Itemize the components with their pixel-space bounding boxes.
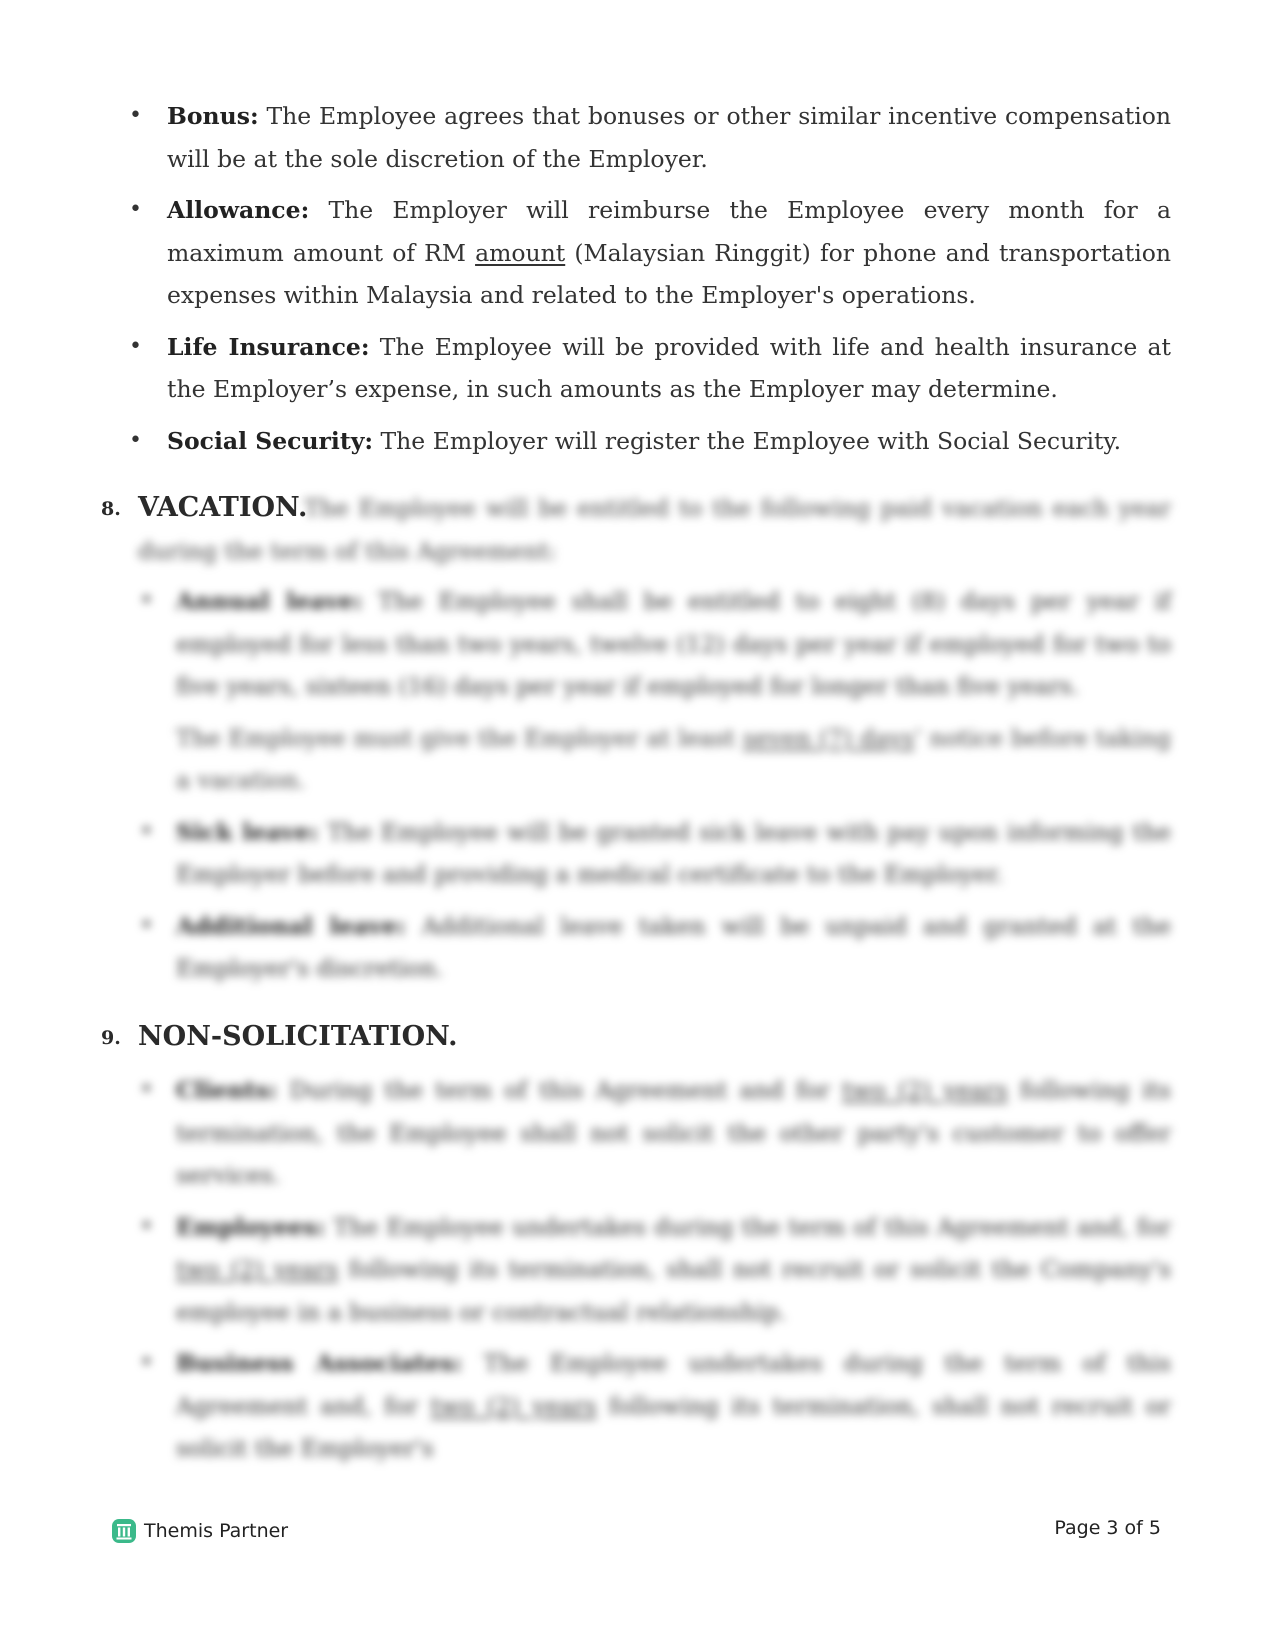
vacation-items-blurred <box>140 580 1171 999</box>
blank-field-amount: amount <box>475 238 566 267</box>
bullet-icon: • <box>129 427 142 453</box>
benefit-text: The Employer will reimburse the Employee every month for a maximum amount of RM <box>167 196 1171 267</box>
item-text: The Employee undertakes during the term of this Agreement and, for <box>176 1349 1171 1420</box>
section-title: VACATION. <box>138 492 308 523</box>
bullet-icon: • <box>140 588 153 613</box>
blank-field-duration: two (2) years <box>176 1255 339 1283</box>
non-solicitation-items-blurred <box>140 1069 1171 1479</box>
bullet-icon: • <box>140 1213 153 1239</box>
benefit-item-allowance <box>129 189 1171 317</box>
bullet-icon: • <box>129 197 142 222</box>
item-text: During the term of this Agreement and for <box>277 1076 843 1104</box>
item-label: Additional leave: <box>176 911 406 940</box>
item-label: Employees: <box>176 1212 326 1241</box>
benefit-item-life-insurance <box>129 326 1171 411</box>
item-text: following its termination, shall not recruit or solicit the Company's employee in a business or contractual relationship. <box>176 1255 1171 1326</box>
non-solicitation-item-business-associates <box>140 1342 1171 1470</box>
bullet-icon: • <box>140 1350 153 1375</box>
bullet-icon: • <box>140 818 153 844</box>
benefit-item-bonus <box>129 95 1171 180</box>
notice-text: ’ notice before taking a vacation. <box>176 723 1171 794</box>
bullet-icon: • <box>129 103 142 128</box>
item-text: The Employee shall be entitled to eight (8) days per year if employed for less than two years, twelve (12) days per year if employed for two to five years, sixteen (16) days per year if employed for longer than five years. <box>176 587 1171 700</box>
item-label: Clients: <box>176 1076 278 1104</box>
blank-field-days: seven (7) days <box>742 723 915 752</box>
benefit-label: Bonus: <box>167 102 259 130</box>
benefit-label: Life Insurance: <box>167 332 370 361</box>
item-text: following its termination, the Employee shall not solicit the other party's customer to offer services. <box>176 1076 1171 1189</box>
benefit-label: Allowance: <box>167 196 310 224</box>
item-text: The Employee will be granted sick leave with pay upon informing the Employer before and providing a medical certificate to the Employer. <box>176 817 1171 888</box>
item-text: following its termination, shall not recruit or solicit the Employer's <box>176 1391 1171 1462</box>
blank-field-duration: two (2) years <box>842 1076 1008 1104</box>
notice-text: The Employee must give the Employer at least <box>176 723 743 752</box>
item-label: Annual leave: <box>176 587 363 615</box>
item-label: Business Associates: <box>176 1349 463 1377</box>
brand-name: Themis Partner <box>144 1520 289 1542</box>
bullet-icon: • <box>140 1077 153 1102</box>
vacation-item-annual-leave <box>140 580 1171 708</box>
vacation-item-additional-leave <box>140 905 1171 990</box>
section-title: NON-SOLICITATION. <box>138 1021 458 1052</box>
benefit-text: The Employee will be provided with life and health insurance at the Employer’s expense, in such amounts as the Employer may determine. <box>167 332 1171 403</box>
page-number: Page 3 of 5 <box>1054 1517 1161 1539</box>
item-label: Sick leave: <box>176 817 319 846</box>
vacation-notice-paragraph <box>176 717 1171 802</box>
bullet-icon: • <box>140 912 153 938</box>
benefits-list <box>129 95 1171 471</box>
non-solicitation-item-employees <box>140 1206 1171 1334</box>
benefit-text: The Employee agrees that bonuses or other similar incentive compensation will be at the sole discretion of the Employer. <box>167 102 1171 173</box>
blank-field-duration: two (2) years <box>430 1391 597 1420</box>
bullet-icon: • <box>129 333 142 359</box>
footer-brand <box>112 1519 288 1543</box>
vacation-item-sick-leave <box>140 811 1171 896</box>
benefit-item-social-security <box>129 420 1171 463</box>
item-text: Additional leave taken will be unpaid and granted at the Employer's discretion. <box>176 911 1171 982</box>
themis-columns-icon <box>112 1519 136 1543</box>
benefit-text: (Malaysian Ringgit) for phone and transportation expenses within Malaysia and related to the Employer's operations. <box>167 238 1171 309</box>
non-solicitation-item-clients <box>140 1069 1171 1197</box>
item-text: The Employee undertakes during the term of this Agreement and, for <box>325 1212 1171 1241</box>
benefit-text: The Employer will register the Employee with Social Security. <box>373 426 1122 455</box>
benefit-label: Social Security: <box>167 426 374 455</box>
section-number: 8. <box>101 498 121 520</box>
section-intro-blurred: The Employee will be entitled to the following paid vacation each year during the term of this Agreement: <box>138 494 1171 565</box>
section-number: 9. <box>101 1027 121 1049</box>
